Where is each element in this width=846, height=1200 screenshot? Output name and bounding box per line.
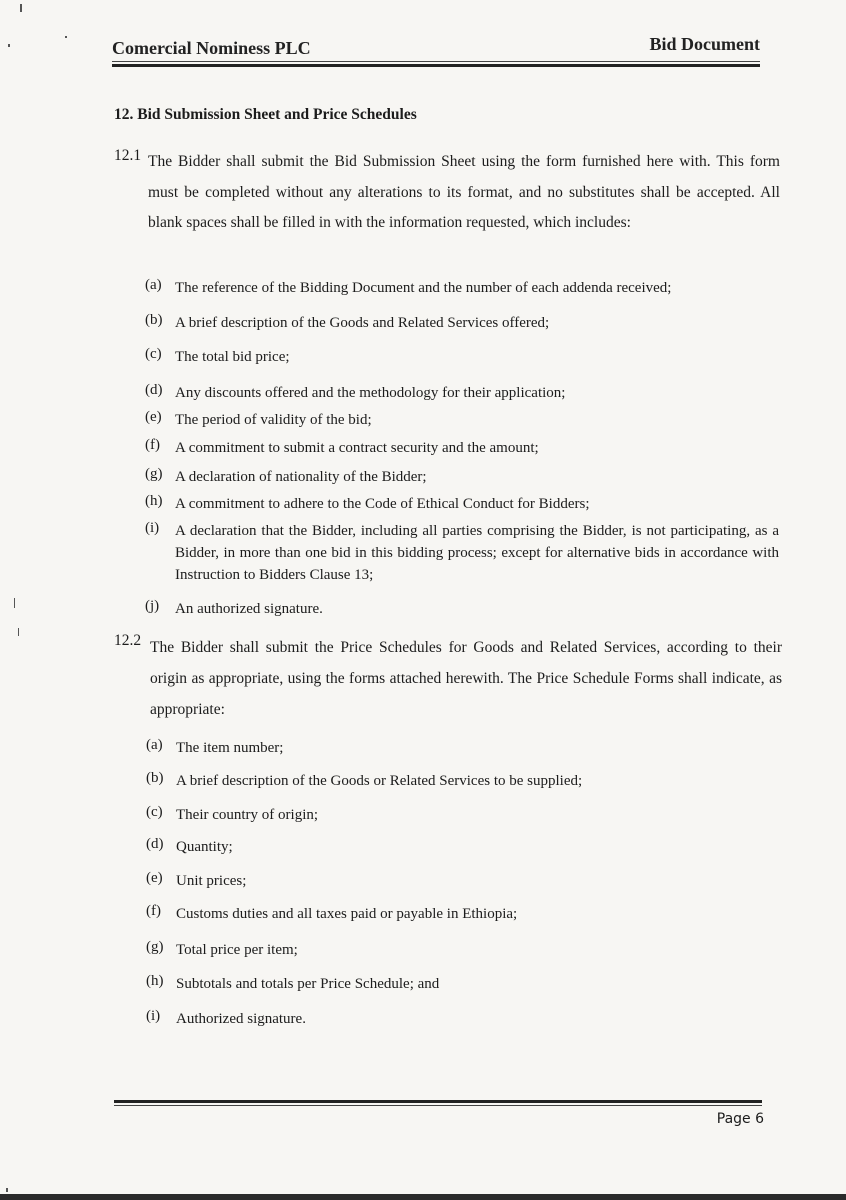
- list-item-label: (d): [146, 836, 164, 852]
- list-item-text: A declaration that the Bidder, including all parties comprising the Bidder, is not participating, as a Bidder, in more than one bid in this bidding process; except for alternative bids in accordance with Instruction to Bidders Clause 13;: [175, 523, 779, 583]
- paragraph-number: 12.1: [114, 147, 142, 164]
- scan-speck: [65, 36, 67, 38]
- list-item-text: Unit prices;: [176, 873, 247, 889]
- list-item-label: (d): [145, 382, 163, 398]
- section-heading: 12. Bid Submission Sheet and Price Schedules: [114, 106, 417, 123]
- page-header: [112, 34, 762, 74]
- list-item-text: A brief description of the Goods or Related Services to be supplied;: [176, 773, 583, 789]
- list-item-label: (e): [145, 409, 162, 425]
- list-item-label: (a): [145, 277, 162, 293]
- paragraph-text: The Bidder shall submit the Price Schedules for Goods and Related Services, according to their origin as appropriate, using the forms attached herewith. The Price Schedule Forms shall indicate, as appropriate:: [150, 639, 782, 718]
- paragraph-number: 12.2: [114, 632, 142, 649]
- footer-divider-thick: [114, 1100, 762, 1103]
- document-title: Bid Document: [649, 34, 760, 54]
- list-item-label: (h): [145, 493, 163, 509]
- list-item-text: A commitment to submit a contract security and the amount;: [175, 440, 539, 456]
- list-item-text: A declaration of nationality of the Bidder;: [175, 469, 427, 485]
- list-item-label: (b): [146, 770, 164, 786]
- paragraph-text: The Bidder shall submit the Bid Submission Sheet using the form furnished here with. This form must be completed without any alterations to its format, and no substitutes shall be accepted. All blank spaces shall be filled in with the information requested, which includes:: [148, 153, 780, 231]
- list-item-label: (c): [146, 804, 163, 820]
- header-divider-thick: [112, 64, 760, 67]
- scan-speck: [8, 44, 10, 47]
- header-divider-thin: [112, 61, 760, 62]
- scan-speck: [20, 4, 22, 12]
- list-item-label: (f): [145, 437, 160, 453]
- list-item-text: The total bid price;: [175, 349, 290, 365]
- list-item-text: Customs duties and all taxes paid or payable in Ethiopia;: [176, 906, 518, 922]
- list-item-text: Subtotals and totals per Price Schedule; and: [176, 976, 440, 992]
- list-item-label: (j): [145, 598, 160, 614]
- list-item-label: (c): [145, 346, 162, 362]
- list-item-label: (f): [146, 903, 161, 919]
- list-item-text: The reference of the Bidding Document and the number of each addenda received;: [175, 280, 672, 296]
- list-item-label: (i): [146, 1008, 161, 1024]
- list-item-text: The period of validity of the bid;: [175, 412, 372, 428]
- list-item-text: Total price per item;: [176, 942, 298, 958]
- scan-speck: [6, 1188, 8, 1192]
- list-item-text: Authorized signature.: [176, 1011, 306, 1027]
- footer-divider-thin: [114, 1105, 762, 1106]
- list-item-label: (i): [145, 520, 160, 536]
- scan-speck: [18, 628, 19, 636]
- list-item-text: Quantity;: [176, 839, 233, 855]
- list-item-text: A commitment to adhere to the Code of Ethical Conduct for Bidders;: [175, 496, 590, 512]
- list-item-label: (g): [146, 939, 164, 955]
- list-item-text: Their country of origin;: [176, 807, 319, 823]
- list-item-text: A brief description of the Goods and Related Services offered;: [175, 315, 550, 331]
- list-item-label: (b): [145, 312, 163, 328]
- list-item-label: (e): [146, 870, 163, 886]
- page-number: Page 6: [716, 1111, 764, 1127]
- scan-speck: [14, 598, 15, 608]
- list-item-text: Any discounts offered and the methodology for their application;: [175, 385, 566, 401]
- scan-bottom-edge: [0, 1194, 846, 1200]
- company-name: Comercial Nominess PLC: [112, 38, 311, 58]
- list-item-label: (a): [146, 737, 163, 753]
- list-item-label: (h): [146, 973, 164, 989]
- list-item-text: An authorized signature.: [175, 601, 323, 617]
- list-item-text: The item number;: [176, 740, 284, 756]
- list-item-label: (g): [145, 466, 163, 482]
